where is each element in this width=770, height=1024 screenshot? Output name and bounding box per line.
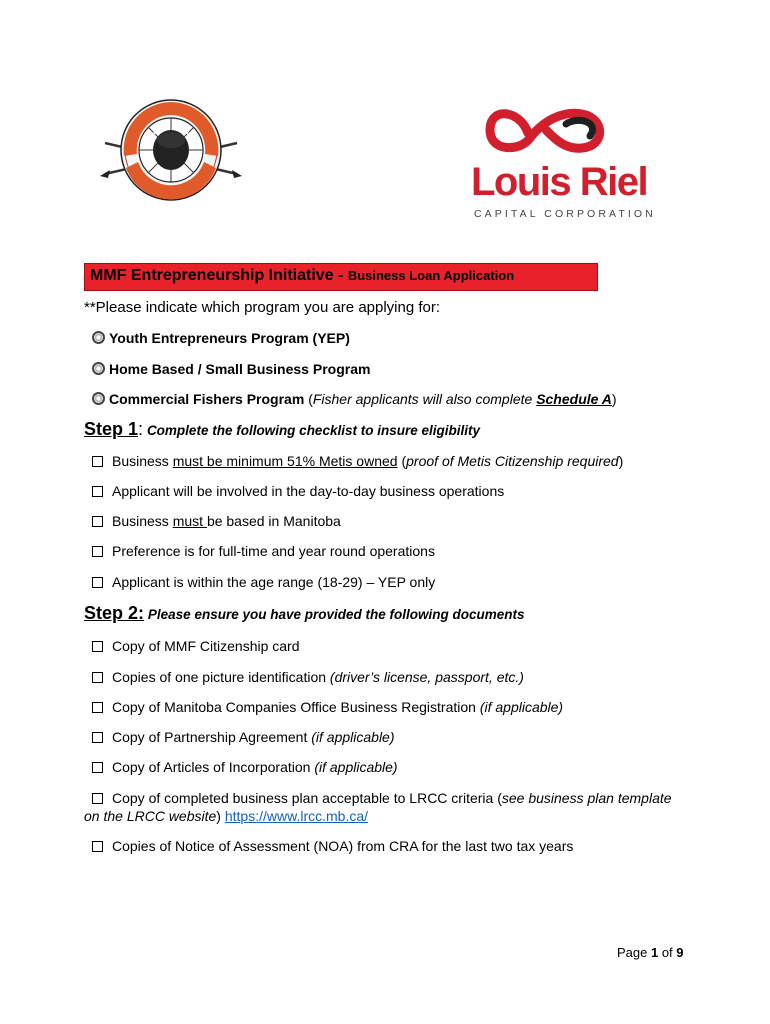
page-of: of xyxy=(658,945,677,960)
checkbox[interactable] xyxy=(92,641,103,652)
program-label: Home Based / Small Business Program xyxy=(109,361,371,377)
checkbox[interactable] xyxy=(92,546,103,557)
checklist-item[interactable] xyxy=(84,543,435,560)
item-italic: proof of Metis Citizenship required xyxy=(406,453,619,469)
item-text: Copy of MMF Citizenship card xyxy=(112,638,300,654)
lrcc-wordmark: Louis Riel xyxy=(471,160,648,204)
item-underline: must xyxy=(172,513,207,529)
item-italic: on the LRCC website xyxy=(84,808,217,824)
document-item[interactable] xyxy=(84,669,524,686)
item-text: Applicant is within the age range (18-29) – YEP only xyxy=(112,574,436,590)
item-italic: see business plan template xyxy=(501,790,672,806)
item-text: Business xyxy=(112,513,173,529)
document-item[interactable] xyxy=(84,759,398,776)
step2-desc: Please ensure you have provided the following documents xyxy=(147,607,525,622)
step1-label: Step 1 xyxy=(84,419,139,439)
program-option-fishers[interactable] xyxy=(92,391,617,408)
step2-heading xyxy=(84,605,525,623)
mmf-ring-top xyxy=(100,88,115,89)
item-text: Copy of completed business plan acceptable to LRCC criteria ( xyxy=(112,790,502,806)
item-text: Preference is for full-time and year round operations xyxy=(112,543,435,559)
item-text: Copy of Manitoba Companies Office Business Registration xyxy=(112,699,480,715)
page-number xyxy=(617,945,684,960)
item-italic: (if applicable) xyxy=(314,759,398,775)
checklist-item[interactable] xyxy=(84,574,435,591)
page-label: Page xyxy=(617,945,651,960)
checkbox[interactable] xyxy=(92,762,103,773)
checkbox[interactable] xyxy=(92,672,103,683)
item-mid: ( xyxy=(397,453,407,469)
checkbox[interactable] xyxy=(92,793,103,804)
item-italic: (driver’s license, passport, etc.) xyxy=(329,669,524,685)
page-total: 9 xyxy=(676,945,684,960)
item-text: Copies of Notice of Assessment (NOA) from CRA for the last two tax years xyxy=(112,838,574,854)
step1-colon: : xyxy=(138,419,144,439)
checkbox[interactable] xyxy=(92,732,103,743)
program-label: Youth Entrepreneurs Program (YEP) xyxy=(109,330,350,346)
document-item-continued xyxy=(84,808,368,825)
document-item[interactable] xyxy=(84,638,300,655)
item-text: Copy of Partnership Agreement xyxy=(112,729,312,745)
item-mid: ) xyxy=(216,808,225,824)
program-label: Commercial Fishers Program xyxy=(109,391,305,407)
program-note-close: ) xyxy=(611,391,617,407)
item-underline: must be minimum 51% Metis owned xyxy=(172,453,398,469)
item-post: be based in Manitoba xyxy=(206,513,341,529)
checkbox[interactable] xyxy=(92,841,103,852)
page-current: 1 xyxy=(650,945,659,960)
checkbox[interactable] xyxy=(92,516,103,527)
step1-desc: Complete the following checklist to insure eligibility xyxy=(146,423,480,438)
item-text: Copy of Articles of Incorporation xyxy=(112,759,315,775)
radio-icon[interactable] xyxy=(92,392,105,405)
checkbox[interactable] xyxy=(92,702,103,713)
page-title xyxy=(90,266,514,286)
document-item[interactable] xyxy=(84,790,672,807)
item-post: ) xyxy=(618,453,624,469)
checkbox[interactable] xyxy=(92,486,103,497)
checkbox[interactable] xyxy=(92,456,103,467)
checkbox[interactable] xyxy=(92,577,103,588)
step2-label: Step 2: xyxy=(84,603,145,623)
document-item[interactable] xyxy=(84,729,395,746)
title-main-text: MMF Entrepreneurship Initiative - xyxy=(90,267,348,284)
schedule-a-link: Schedule A xyxy=(536,391,612,407)
document-item[interactable] xyxy=(84,699,563,716)
program-note-open: ( xyxy=(308,391,313,407)
item-text: Business xyxy=(112,453,173,469)
item-italic: (if applicable) xyxy=(311,729,395,745)
item-text: Copies of one picture identification xyxy=(112,669,330,685)
program-option-yep[interactable] xyxy=(92,330,350,347)
title-sub-text: Business Loan Application xyxy=(347,268,515,283)
program-prompt: **Please indicate which program you are applying for: xyxy=(84,299,441,316)
step1-heading xyxy=(84,421,480,439)
mmf-logo xyxy=(100,88,242,210)
program-note: Fisher applicants will also complete xyxy=(312,391,537,407)
item-italic: (if applicable) xyxy=(479,699,564,715)
lrcc-subtitle: CAPITAL CORPORATION xyxy=(474,208,656,220)
lrcc-website-link[interactable]: https://www.lrcc.mb.ca/ xyxy=(224,808,369,824)
radio-icon[interactable] xyxy=(92,331,105,344)
checklist-item[interactable] xyxy=(84,513,341,530)
item-text: Applicant will be involved in the day-to-day business operations xyxy=(112,483,505,499)
checklist-item[interactable] xyxy=(84,483,504,500)
checklist-item[interactable] xyxy=(84,453,623,470)
program-option-home-based[interactable] xyxy=(92,361,370,378)
radio-icon[interactable] xyxy=(92,362,105,375)
document-item[interactable] xyxy=(84,838,573,855)
